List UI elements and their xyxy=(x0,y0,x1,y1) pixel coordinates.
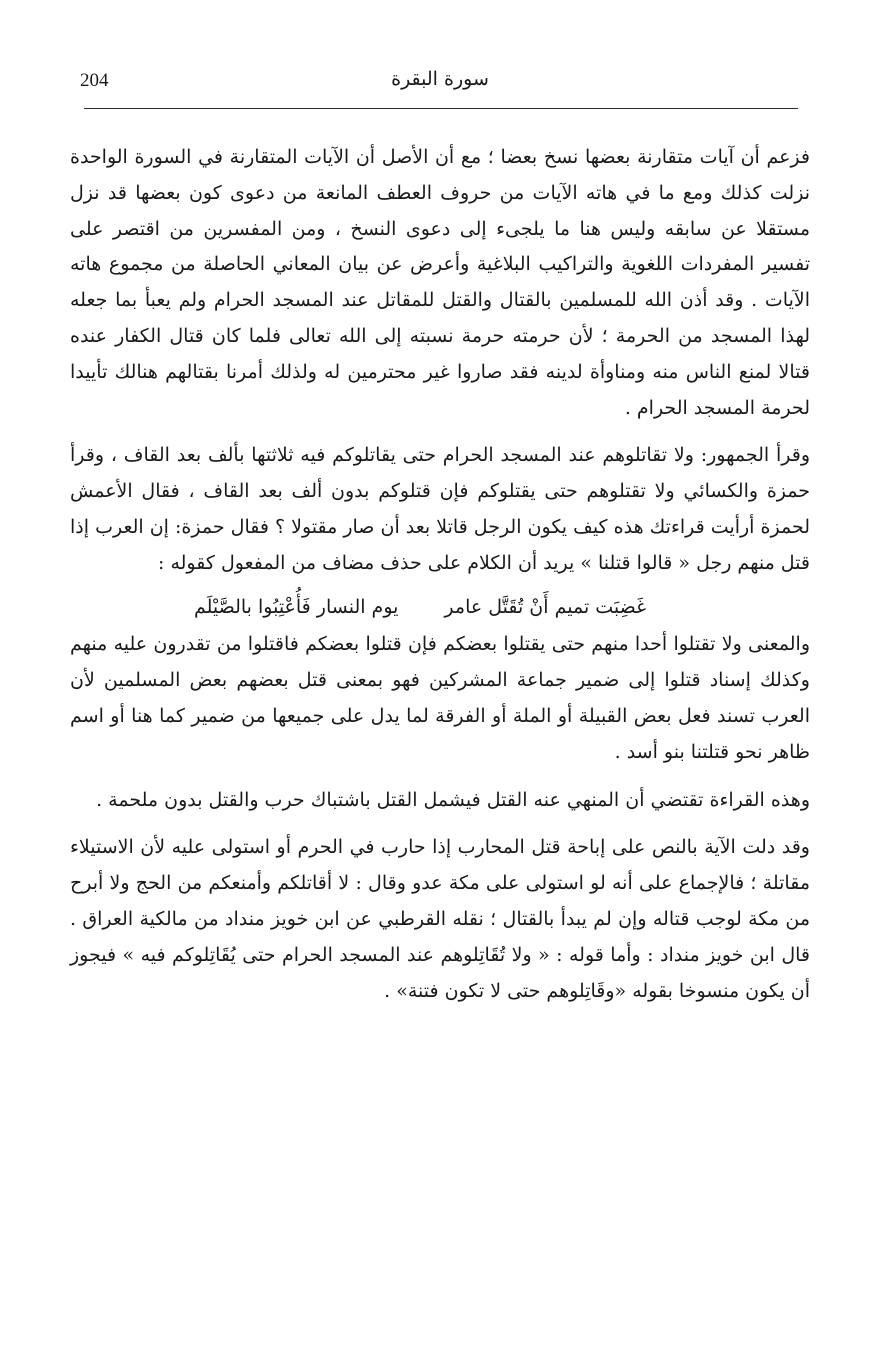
paragraph: فزعم أن آيات متقارنة بعضها نسخ بعضا ؛ مع أن الأصل أن الآيات المتقارنة في السورة الواحدة نزلت كذلك ومع ما في هاته الآيات من حروف العطف المانعة من دعوى كون بعضها قد نزل مستقلا عن سابقه وليس هنا ما يلجىء إلى دعوى النسخ ، ومن المفسرين من اقتصر على تفسير المفردات اللغوية والتراكيب البلاغية وأعرض عن بيان المعاني الحاصلة من مجموع هاته الآيات . وقد أذن الله للمسلمين بالقتال والقتل للمقاتل عند المسجد الحرام ولم يعبأ بما جعله لهذا المسجد من الحرمة ؛ لأن حرمته حرمة نسبته إلى الله تعالى فلما كان قتال الكفار عنده قتالا لمنع الناس منه ومناوأة لدينه فقد صاروا غير محترمين له ولذلك أمرنا بقتالهم هنالك تأييدا لحرمة المسجد الحرام . xyxy=(70,146,810,419)
verse-hemistich-second: يوم النسار فَأُعْتِبُوا بالصَّيْلَم xyxy=(193,595,399,618)
page-body xyxy=(70,140,810,1009)
verse-hemistich-first: غَضِبَت تميم أَنْ تُقَتَّل عامر xyxy=(444,595,647,618)
paragraph-spacer xyxy=(70,771,810,783)
paragraph: وقرأ الجمهور: ولا تقاتلوهم عند المسجد الحرام حتى يقاتلوكم فيه ثلاثتها بألف بعد القاف ، وقرأ حمزة والكسائي ولا تقتلوهم حتى يقتلوكم فإن قتلوكم بدون ألف بعد القاف ، فقال الأعمش لحمزة أرأيت قراءتك هذه كيف يكون الرجل قاتلا بعد أن صار مقتولا ؟ فقال حمزة: إن العرب إذا قتل منهم رجل « قالوا قتلنا » يريد أن الكلام على حذف مضاف من المفعول كقوله : xyxy=(70,444,810,574)
paragraph-spacer xyxy=(70,426,810,438)
poetry-verse xyxy=(70,590,810,626)
running-title: سورة البقرة xyxy=(391,68,489,90)
paragraph-spacer xyxy=(70,818,810,830)
paragraph: وهذه القراءة تقتضي أن المنهي عنه القتل فيشمل القتل باشتباك حرب والقتل بدون ملحمة . xyxy=(96,788,810,811)
paragraph: وقد دلت الآية بالنص على إباحة قتل المحارب إذا حارب في الحرم أو استولى عليه لأن الاستيلاء مقاتلة ؛ فالإجماع على أنه لو استولى على مكة عدو وقال : لا أقاتلكم وأمنعكم من الحج ولا أبرح من مكة لوجب قتاله وإن لم يبدأ بالقتال ؛ نقله القرطبي عن ابن خويز منداد من مالكية العراق . قال ابن خويز منداد : وأما قوله : « ولا تُقَاتِلوهم عند المسجد الحرام حتى يُقَاتِلوكم فيه » فيجوز أن يكون منسوخا بقوله «وقَاتِلوهم حتى لا تكون فتنة» . xyxy=(70,836,811,1002)
page-header xyxy=(80,66,800,102)
header-rule xyxy=(84,108,798,109)
page-number: 204 xyxy=(80,70,109,91)
paragraph: والمعنى ولا تقتلوا أحدا منهم حتى يقتلوا بعضكم فإن قتلوا بعضكم فاقتلوا من تقدرون عليه منهم وكذلك إسناد قتلوا إلى ضمير جماعة المشركين فهو بمعنى قتل بعضهم بعض المسلمين لأن العرب تسند فعل بعض القبيلة أو الملة أو الفرقة لما يدل على جميعها من ضمير كما هنا أو اسم ظاهر نحو قتلتنا بنو أسد . xyxy=(70,633,810,763)
